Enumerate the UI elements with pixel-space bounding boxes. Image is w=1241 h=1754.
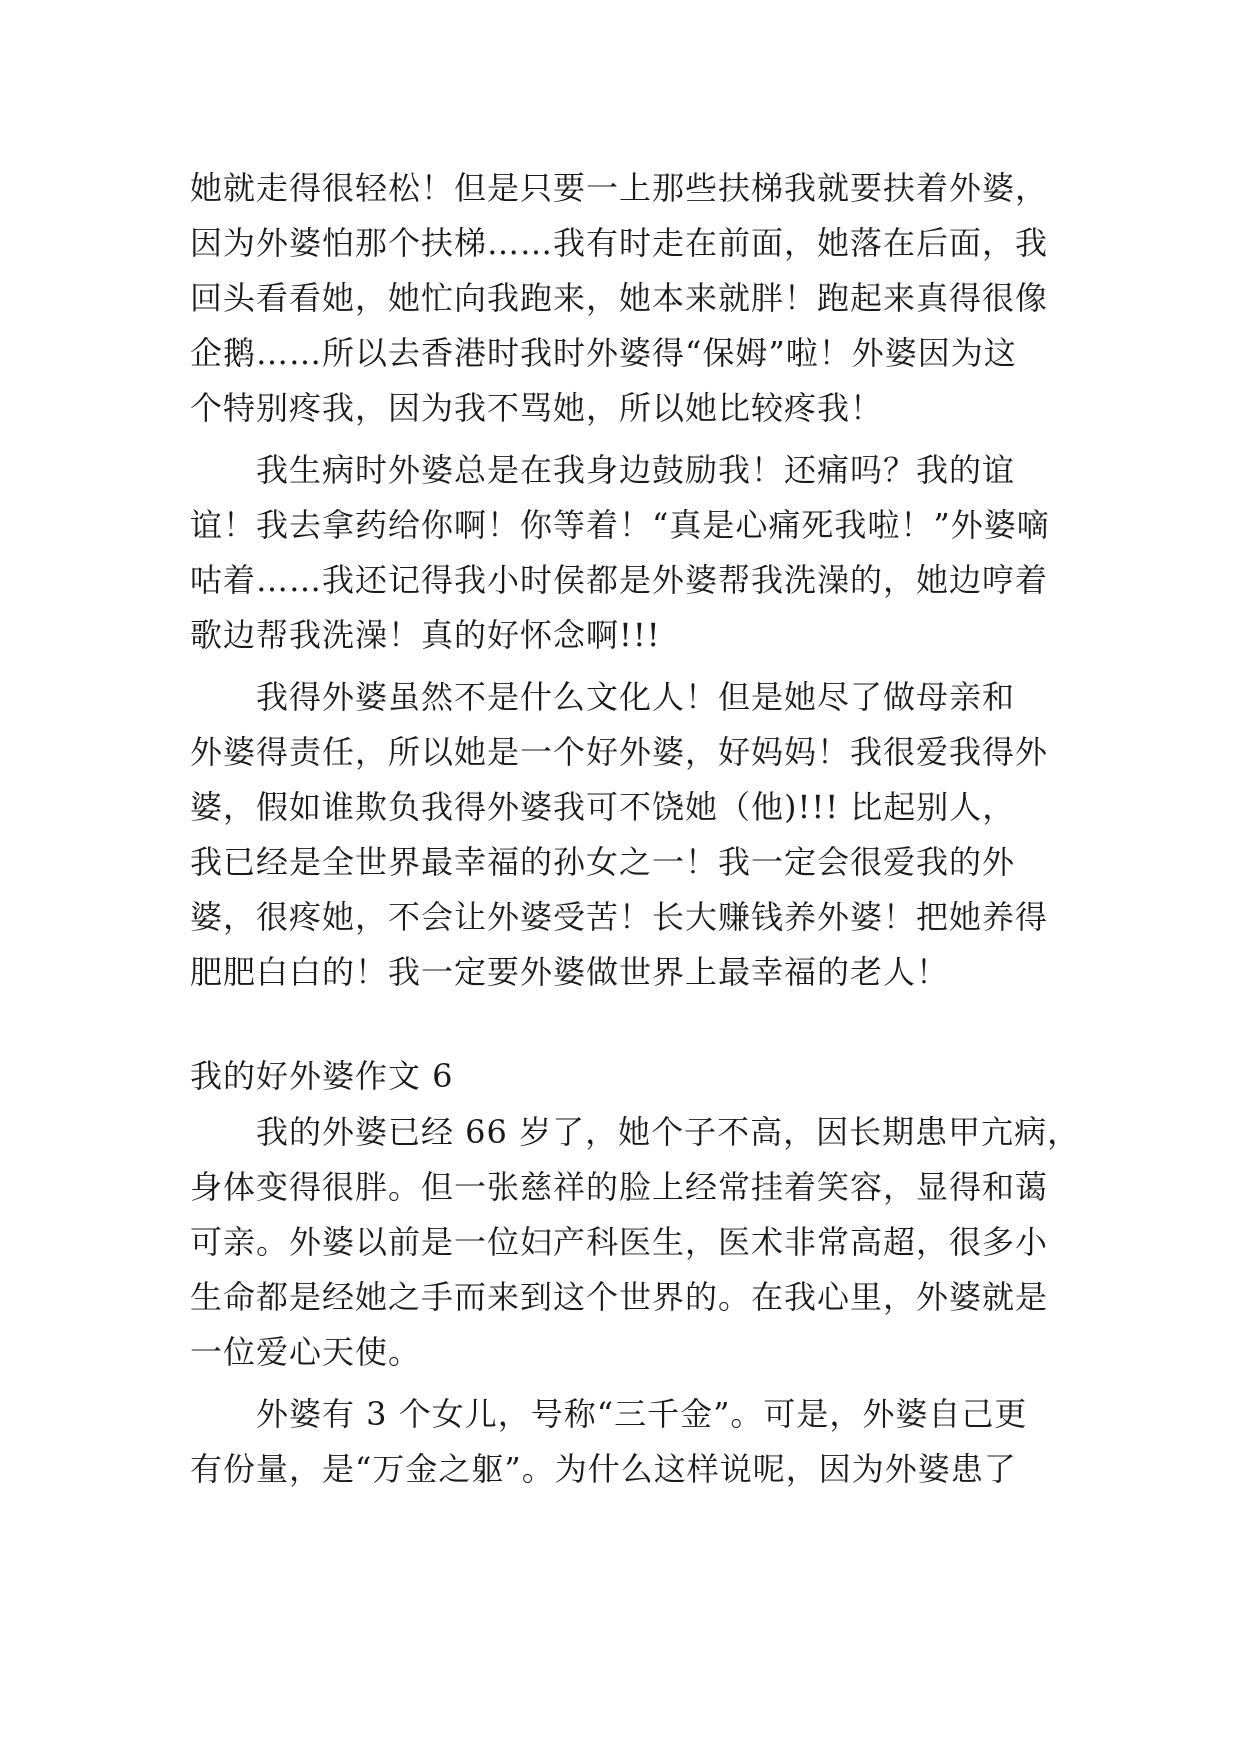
text-line: 个特别疼我，因为我不骂她，所以她比较疼我！ (190, 389, 884, 427)
text-line: 婆，假如谁欺负我得外婆我可不饶她（他)!!! 比起别人， (190, 788, 1016, 826)
text-line: 回头看看她，她忙向我跑来，她本来就胖！跑起来真得很像 (190, 279, 1049, 317)
text-line: 可亲。外婆以前是一位妇产科医生，医术非常高超，很多小 (190, 1223, 1049, 1261)
text-line: 我已经是全世界最幸福的孙女之一！我一定会很爱我的外 (190, 843, 1016, 881)
text-line: 我生病时外婆总是在我身边鼓励我！还痛吗？我的谊 (256, 451, 1016, 489)
text-line: 肥肥白白的！我一定要外婆做世界上最幸福的老人！ (190, 953, 950, 991)
text-line: 外婆有 3 个女儿，号称“三千金”。可是，外婆自己更 (256, 1395, 1028, 1433)
text-line: 我的外婆已经 66 岁了，她个子不高，因长期患甲亢病， (256, 1113, 1081, 1151)
text-line: 我得外婆虽然不是什么文化人！但是她尽了做母亲和 (256, 678, 1016, 716)
text-line: 歌边帮我洗澡！真的好怀念啊!!! (190, 616, 661, 654)
text-line: 谊！我去拿药给你啊！你等着！“真是心痛死我啦！”外婆嘀 (190, 506, 1050, 544)
text-line: 生命都是经她之手而来到这个世界的。在我心里，外婆就是 (190, 1278, 1049, 1316)
text-line: 因为外婆怕那个扶梯……我有时走在前面，她落在后面，我 (190, 224, 1049, 262)
text-line: 身体变得很胖。但一张慈祥的脸上经常挂着笑容，显得和蔼 (190, 1168, 1049, 1206)
text-line: 咕着……我还记得我小时侯都是外婆帮我洗澡的，她边哼着 (190, 561, 1049, 599)
text-line: 企鹅……所以去香港时我时外婆得“保姆”啦！外婆因为这 (190, 334, 1017, 372)
text-line: 一位爱心天使。 (190, 1333, 422, 1371)
text-line: 外婆得责任，所以她是一个好外婆，好妈妈！我很爱我得外 (190, 733, 1049, 771)
text-line: 她就走得很轻松！但是只要一上那些扶梯我就要扶着外婆， (190, 169, 1049, 207)
section-heading: 我的好外婆作文 6 (190, 1057, 454, 1095)
text-line: 有份量，是“万金之躯”。为什么这样说呢，因为外婆患了 (190, 1450, 1017, 1488)
text-line: 婆，很疼她，不会让外婆受苦！长大赚钱养外婆！把她养得 (190, 898, 1049, 936)
